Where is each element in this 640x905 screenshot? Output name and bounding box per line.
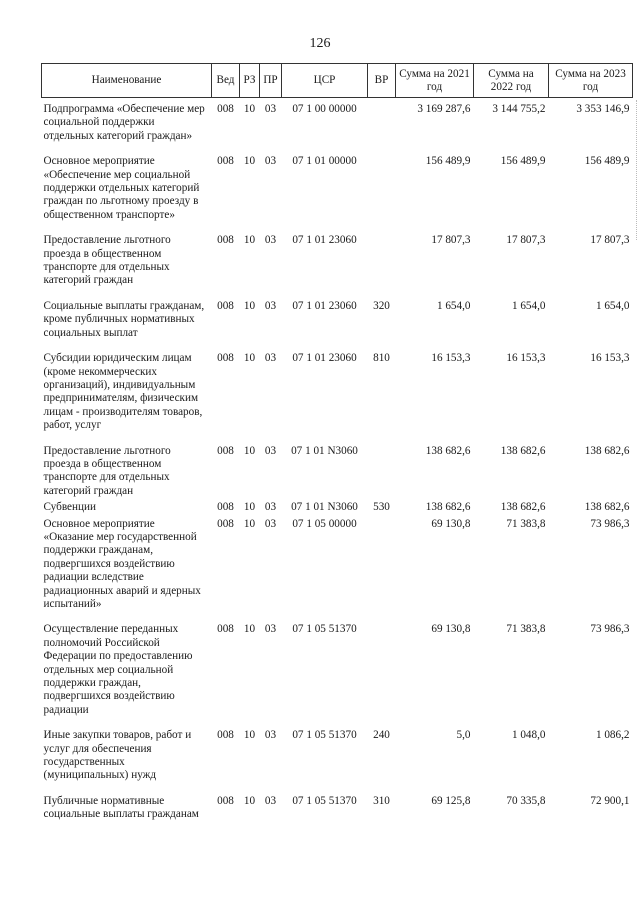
header-pr: ПР <box>260 64 282 98</box>
row-vr <box>368 98 396 156</box>
row-sum-2022: 17 807,3 <box>506 234 546 247</box>
row-vr <box>368 234 396 300</box>
row-rz: 10 <box>243 234 256 247</box>
row-sum-2021: 69 125,8 <box>431 794 471 807</box>
row-rz: 10 <box>243 299 256 312</box>
row-vr <box>368 155 396 234</box>
row-sum-2022: 138 682,6 <box>500 501 546 514</box>
row-rz: 10 <box>243 103 256 115</box>
row-csr: 07 1 01 N3060 <box>291 444 358 457</box>
row-pr: 03 <box>264 103 277 115</box>
row-sum-2021: 5,0 <box>456 729 471 742</box>
row-csr: 07 1 05 51370 <box>292 729 357 742</box>
row-pr: 03 <box>264 501 277 514</box>
row-pr: 03 <box>264 794 277 807</box>
row-pr: 03 <box>264 623 277 636</box>
table-row <box>42 501 633 517</box>
row-csr: 07 1 01 23060 <box>292 234 357 247</box>
row-sum-2021: 138 682,6 <box>425 501 471 514</box>
row-sum-2021: 156 489,9 <box>425 155 471 168</box>
row-rz: 10 <box>243 444 256 457</box>
row-vr <box>368 518 396 624</box>
table-row <box>42 98 633 156</box>
row-sum-2023: 1 086,2 <box>595 729 630 742</box>
row-pr: 03 <box>264 517 277 530</box>
header-ved: Вед <box>212 64 240 98</box>
row-sum-2022: 138 682,6 <box>500 444 546 457</box>
row-pr: 03 <box>264 299 277 312</box>
row-rz: 10 <box>243 155 256 168</box>
row-sum-2022: 3 144 755,2 <box>492 103 546 115</box>
budget-table <box>41 63 633 834</box>
table-row <box>42 445 633 502</box>
row-sum-2021: 1 654,0 <box>436 299 471 312</box>
row-csr: 07 1 01 23060 <box>292 299 357 312</box>
row-vr: 310 <box>373 794 390 807</box>
row-sum-2022: 1 654,0 <box>511 299 546 312</box>
row-csr: 07 1 01 N3060 <box>291 501 358 514</box>
row-ved: 008 <box>217 155 234 168</box>
row-sum-2022: 156 489,9 <box>500 155 546 168</box>
row-sum-2022: 1 048,0 <box>511 729 546 742</box>
table-row <box>42 155 633 234</box>
row-sum-2021: 138 682,6 <box>425 444 471 457</box>
table-header <box>42 64 633 98</box>
row-sum-2021: 3 169 287,6 <box>417 103 471 115</box>
table-row <box>42 795 633 834</box>
row-sum-2023: 3 353 146,9 <box>576 103 630 115</box>
row-ved: 008 <box>217 517 234 530</box>
row-ved: 008 <box>217 352 234 365</box>
row-sum-2023: 1 654,0 <box>595 299 630 312</box>
row-ved: 008 <box>217 729 234 742</box>
row-sum-2023: 72 900,1 <box>590 794 630 807</box>
table-body <box>42 98 633 834</box>
row-ved: 008 <box>217 794 234 807</box>
header-name: Наименование <box>42 64 212 98</box>
row-pr: 03 <box>264 155 277 168</box>
table-row <box>42 234 633 300</box>
row-ved: 008 <box>217 444 234 457</box>
row-vr: 320 <box>373 299 390 312</box>
header-vr: ВР <box>368 64 396 98</box>
row-sum-2023: 138 682,6 <box>584 501 630 514</box>
row-sum-2022: 70 335,8 <box>506 794 546 807</box>
row-rz: 10 <box>243 501 256 514</box>
row-name: Субсидии юридическим лицам (кроме некоммерческих организаций), индивидуальным предпринимателям, физическим лицам - производителям товаров, работ, услуг <box>43 352 203 432</box>
row-sum-2023: 73 986,3 <box>590 517 630 530</box>
row-vr: 810 <box>373 352 390 365</box>
row-sum-2023: 17 807,3 <box>590 234 630 247</box>
row-pr: 03 <box>264 234 277 247</box>
table-row <box>42 623 633 729</box>
row-name: Основное мероприятие «Оказание мер государственной поддержки гражданам, подвергшихся воздействию радиации вследствие радиационных аварий и ядерных испытаний» <box>43 517 201 610</box>
row-rz: 10 <box>243 517 256 530</box>
row-sum-2021: 69 130,8 <box>431 623 471 636</box>
row-csr: 07 1 05 51370 <box>292 623 357 636</box>
table-row <box>42 518 633 624</box>
row-name: Предоставление льготного проезда в общественном транспорте для отдельных категорий граждан <box>43 234 171 287</box>
row-name: Социальные выплаты гражданам, кроме публичных нормативных социальных выплат <box>43 299 205 339</box>
row-rz: 10 <box>243 352 256 365</box>
row-ved: 008 <box>217 623 234 636</box>
table-row <box>42 300 633 352</box>
row-name: Подпрограмма «Обеспечение мер социальной поддержки отдельных категорий граждан» <box>43 103 205 142</box>
row-ved: 008 <box>217 103 234 115</box>
header-csr: ЦСР <box>282 64 368 98</box>
row-pr: 03 <box>264 352 277 365</box>
row-vr: 240 <box>373 729 390 742</box>
row-name: Предоставление льготного проезда в общественном транспорте для отдельных категорий граждан <box>43 444 171 497</box>
table-row <box>42 729 633 795</box>
row-csr: 07 1 01 00000 <box>292 155 357 168</box>
row-rz: 10 <box>243 729 256 742</box>
row-sum-2022: 71 383,8 <box>506 623 546 636</box>
header-sum-2022: Сумма на 2022 год <box>474 64 549 98</box>
row-sum-2022: 16 153,3 <box>506 352 546 365</box>
row-name: Осуществление переданных полномочий Российской Федерации по предоставлению отдельных мер социальной поддержки граждан, подвергшихся воздействию радиации <box>43 623 193 716</box>
row-sum-2021: 17 807,3 <box>431 234 471 247</box>
header-sum-2023: Сумма на 2023 год <box>549 64 633 98</box>
row-rz: 10 <box>243 794 256 807</box>
row-name: Субвенции <box>43 501 96 514</box>
row-ved: 008 <box>217 234 234 247</box>
row-ved: 008 <box>217 501 234 514</box>
row-name: Иные закупки товаров, работ и услуг для обеспечения государственных (муниципальных) нужд <box>43 729 192 782</box>
row-ved: 008 <box>217 299 234 312</box>
row-vr: 530 <box>373 501 390 514</box>
header-sum-2021: Сумма на 2021 год <box>396 64 474 98</box>
header-rz: РЗ <box>240 64 260 98</box>
scan-margin-mark <box>634 100 637 240</box>
row-sum-2023: 156 489,9 <box>584 155 630 168</box>
row-sum-2023: 73 986,3 <box>590 623 630 636</box>
row-vr <box>368 623 396 729</box>
row-rz: 10 <box>243 623 256 636</box>
row-sum-2021: 16 153,3 <box>431 352 471 365</box>
row-csr: 07 1 05 00000 <box>292 517 357 530</box>
row-sum-2023: 16 153,3 <box>590 352 630 365</box>
row-sum-2022: 71 383,8 <box>506 517 546 530</box>
row-csr: 07 1 01 23060 <box>292 352 357 365</box>
row-vr <box>368 445 396 502</box>
row-pr: 03 <box>264 444 277 457</box>
page-number: 126 <box>309 36 331 51</box>
row-csr: 07 1 00 00000 <box>292 103 357 115</box>
row-sum-2021: 69 130,8 <box>431 517 471 530</box>
row-pr: 03 <box>264 729 277 742</box>
row-name: Основное мероприятие «Обеспечение мер социальной поддержки отдельных категорий граждан по льготному проезду в общественном транспорте» <box>43 155 200 221</box>
row-csr: 07 1 05 51370 <box>292 794 357 807</box>
row-name: Публичные нормативные социальные выплаты гражданам <box>43 794 199 821</box>
row-sum-2023: 138 682,6 <box>584 444 630 457</box>
table-row <box>42 352 633 444</box>
